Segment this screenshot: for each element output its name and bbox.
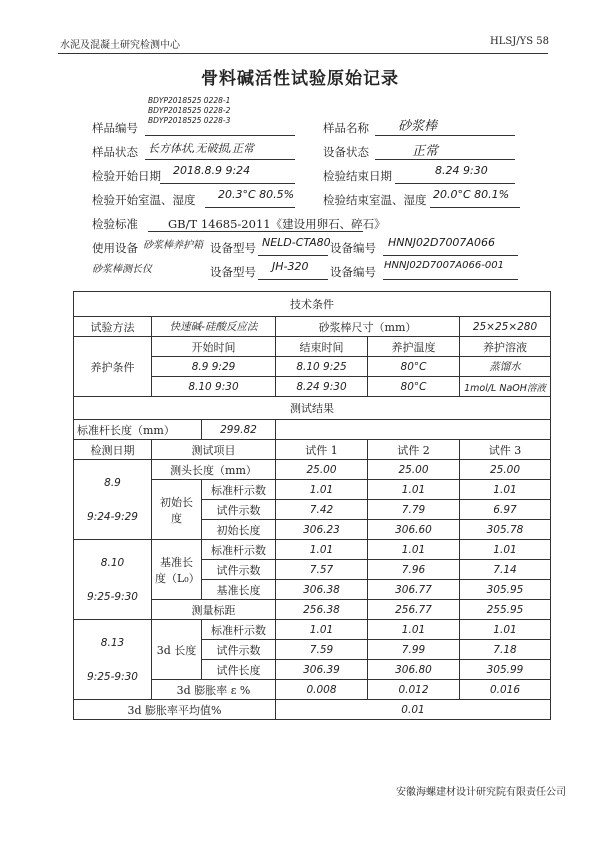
cure-row-1-temp: 80°C [368, 357, 460, 377]
device2-no: HNNJ02D7007A066-001 [384, 260, 504, 271]
base-2-s3: 7.14 [460, 560, 551, 580]
device1-name: 砂浆棒养护箱 [143, 240, 203, 251]
col-date-header: 检测日期 [74, 440, 152, 460]
doc-code: HLSJ/YS 58 [490, 36, 549, 47]
base-1-s3: 1.01 [460, 540, 551, 560]
init-3-s3: 305.78 [460, 520, 551, 540]
device1-no-line [383, 255, 518, 256]
cure-row-2-end: 8.24 9:30 [276, 377, 368, 397]
base-time: 9:25-9:30 [87, 590, 138, 603]
init-time: 9:24-9:29 [87, 510, 138, 523]
d3-3-s1: 306.39 [276, 660, 368, 680]
equip-state-label: 设备状态 [323, 145, 369, 159]
base-2-s2: 7.96 [368, 560, 460, 580]
gauge-label: 测量标距 [152, 600, 276, 620]
base-2-s1: 7.57 [276, 560, 368, 580]
base-item-3: 基准长度 [202, 580, 276, 600]
end-env-line [430, 207, 520, 208]
tech-section-title: 技术条件 [74, 292, 551, 317]
d3-time: 9:25-9:30 [87, 670, 138, 683]
d3-item-3: 试件长度 [202, 660, 276, 680]
col-specimen3-header: 试件 3 [460, 440, 551, 460]
base-item-2: 试件示数 [202, 560, 276, 580]
gauge-3: 255.95 [460, 600, 551, 620]
sample-no-3: BDYP2018525 0228-3 [148, 116, 231, 125]
base-date: 8.10 [100, 556, 125, 569]
head-len-1: 25.00 [276, 460, 368, 480]
init-group-label: 初始长度 [152, 480, 202, 540]
init-2-s1: 7.42 [276, 500, 368, 520]
device1-label: 使用设备 [92, 241, 138, 255]
device2-model-label: 设备型号 [210, 265, 256, 279]
start-env-value: 20.3°C 80.5% [218, 188, 295, 201]
device2-model-line [258, 279, 328, 280]
results-section-title: 测试结果 [74, 397, 551, 420]
sample-name-line [375, 135, 515, 136]
d3-date: 8.13 [100, 636, 125, 649]
device1-model-label: 设备型号 [210, 241, 256, 255]
cure-row-1-end: 8.10 9:25 [276, 357, 368, 377]
head-len-label: 测头长度（mm） [152, 460, 276, 480]
device1-model: NELD-CTA80 [262, 236, 331, 249]
end-env-label: 检验结束室温、湿度 [323, 193, 427, 207]
std-len-value: 299.82 [202, 420, 276, 440]
cure-row-2-temp: 80°C [368, 377, 460, 397]
header-rule [58, 53, 548, 54]
sample-state-value: 长方体状,无破损,正常 [148, 142, 254, 155]
init-date: 8.9 [104, 476, 121, 489]
cure-header-end: 结束时间 [276, 337, 368, 357]
init-2-s2: 7.79 [368, 500, 460, 520]
init-1-s1: 1.01 [276, 480, 368, 500]
page-title: 骨料碱活性试验原始记录 [201, 69, 399, 89]
exp-avg-label: 3d 膨胀率平均值% [74, 700, 276, 720]
start-env-label: 检验开始室温、湿度 [92, 193, 196, 207]
bar-size-value: 25×25×280 [460, 317, 551, 337]
cure-row-1-solution: 蒸馏水 [460, 357, 551, 377]
d3-item-2: 试件示数 [202, 640, 276, 660]
init-item-2: 试件示数 [202, 500, 276, 520]
d3-1-s3: 1.01 [460, 620, 551, 640]
exp-avg-value: 0.01 [276, 700, 551, 720]
base-date-cell [74, 540, 152, 620]
init-date-cell [74, 460, 152, 540]
start-env-line [205, 207, 295, 208]
init-2-s3: 6.97 [460, 500, 551, 520]
col-specimen1-header: 试件 1 [276, 440, 368, 460]
init-1-s2: 1.01 [368, 480, 460, 500]
sample-state-line [145, 159, 295, 160]
init-1-s3: 1.01 [460, 480, 551, 500]
footer-company: 安徽海螺建材设计研究院有限责任公司 [396, 787, 566, 798]
d3-date-cell [74, 620, 152, 700]
init-3-s1: 306.23 [276, 520, 368, 540]
init-item-3: 初始长度 [202, 520, 276, 540]
cure-header-temp: 养护温度 [368, 337, 460, 357]
base-group-label: 基准长度（L₀） [152, 540, 202, 600]
sample-state-label: 样品状态 [92, 145, 138, 159]
device1-model-line [258, 255, 328, 256]
d3-2-s3: 7.18 [460, 640, 551, 660]
col-item-header: 测试项目 [152, 440, 276, 460]
method-label: 试验方法 [74, 317, 152, 337]
start-date-line [160, 183, 295, 184]
standard-label: 检验标准 [92, 217, 138, 231]
start-date-label: 检验开始日期 [92, 169, 161, 183]
sample-no-label: 样品编号 [92, 121, 138, 135]
sample-no-2: BDYP2018525 0228-2 [148, 106, 231, 115]
d3-3-s3: 305.99 [460, 660, 551, 680]
device2-name: 砂浆棒测长仪 [92, 264, 152, 275]
head-len-3: 25.00 [460, 460, 551, 480]
sample-name-label: 样品名称 [323, 121, 369, 135]
device2-model: JH-320 [272, 260, 309, 273]
std-len-blank [276, 420, 551, 440]
org-name: 水泥及混凝土研究检测中心 [60, 40, 180, 51]
cure-row-1-start: 8.9 9:29 [152, 357, 276, 377]
base-item-1: 标准杆示数 [202, 540, 276, 560]
std-len-label: 标准杆长度（mm） [74, 420, 202, 440]
sample-no-line [145, 135, 295, 136]
start-date-value: 2018.8.9 9:24 [173, 164, 251, 177]
method-value: 快速碱-硅酸反应法 [152, 317, 276, 337]
gauge-2: 256.77 [368, 600, 460, 620]
exp-3: 0.016 [460, 680, 551, 700]
end-date-value: 8.24 9:30 [435, 164, 488, 177]
base-3-s3: 305.95 [460, 580, 551, 600]
cure-header-solution: 养护溶液 [460, 337, 551, 357]
cure-row-2-solution: 1mol/L NaOH溶液 [460, 377, 551, 397]
device1-no-label: 设备编号 [330, 241, 376, 255]
cure-label: 养护条件 [74, 337, 152, 397]
d3-3-s2: 306.80 [368, 660, 460, 680]
device2-no-line [383, 279, 518, 280]
exp-1: 0.008 [276, 680, 368, 700]
d3-1-s1: 1.01 [276, 620, 368, 640]
head-len-2: 25.00 [368, 460, 460, 480]
end-env-value: 20.0°C 80.1% [433, 188, 510, 201]
d3-item-1: 标准杆示数 [202, 620, 276, 640]
sample-no-1: BDYP2018525 0228-1 [148, 96, 231, 105]
base-3-s2: 306.77 [368, 580, 460, 600]
exp-label: 3d 膨胀率 ε % [152, 680, 276, 700]
bar-size-label: 砂浆棒尺寸（mm） [276, 317, 460, 337]
results-table [73, 291, 551, 720]
cure-header-start: 开始时间 [152, 337, 276, 357]
base-1-s2: 1.01 [368, 540, 460, 560]
d3-2-s1: 7.59 [276, 640, 368, 660]
exp-2: 0.012 [368, 680, 460, 700]
d3-1-s2: 1.01 [368, 620, 460, 640]
cure-row-2-start: 8.10 9:30 [152, 377, 276, 397]
end-date-line [395, 183, 515, 184]
gauge-1: 256.38 [276, 600, 368, 620]
device1-no: HNNJ02D7007A066 [388, 236, 495, 249]
equip-state-value: 正常 [412, 144, 439, 159]
standard-value: GB/T 14685-2011《建设用卵石、碎石》 [168, 217, 386, 231]
base-3-s1: 306.38 [276, 580, 368, 600]
base-1-s1: 1.01 [276, 540, 368, 560]
equip-state-line [375, 159, 515, 160]
end-date-label: 检验结束日期 [323, 169, 392, 183]
standard-line [148, 231, 363, 232]
d3-2-s2: 7.99 [368, 640, 460, 660]
d3-group-label: 3d 长度 [152, 620, 202, 680]
init-item-1: 标准杆示数 [202, 480, 276, 500]
device2-no-label: 设备编号 [330, 265, 376, 279]
col-specimen2-header: 试件 2 [368, 440, 460, 460]
sample-name-value: 砂浆棒 [398, 119, 438, 134]
init-3-s2: 306.60 [368, 520, 460, 540]
